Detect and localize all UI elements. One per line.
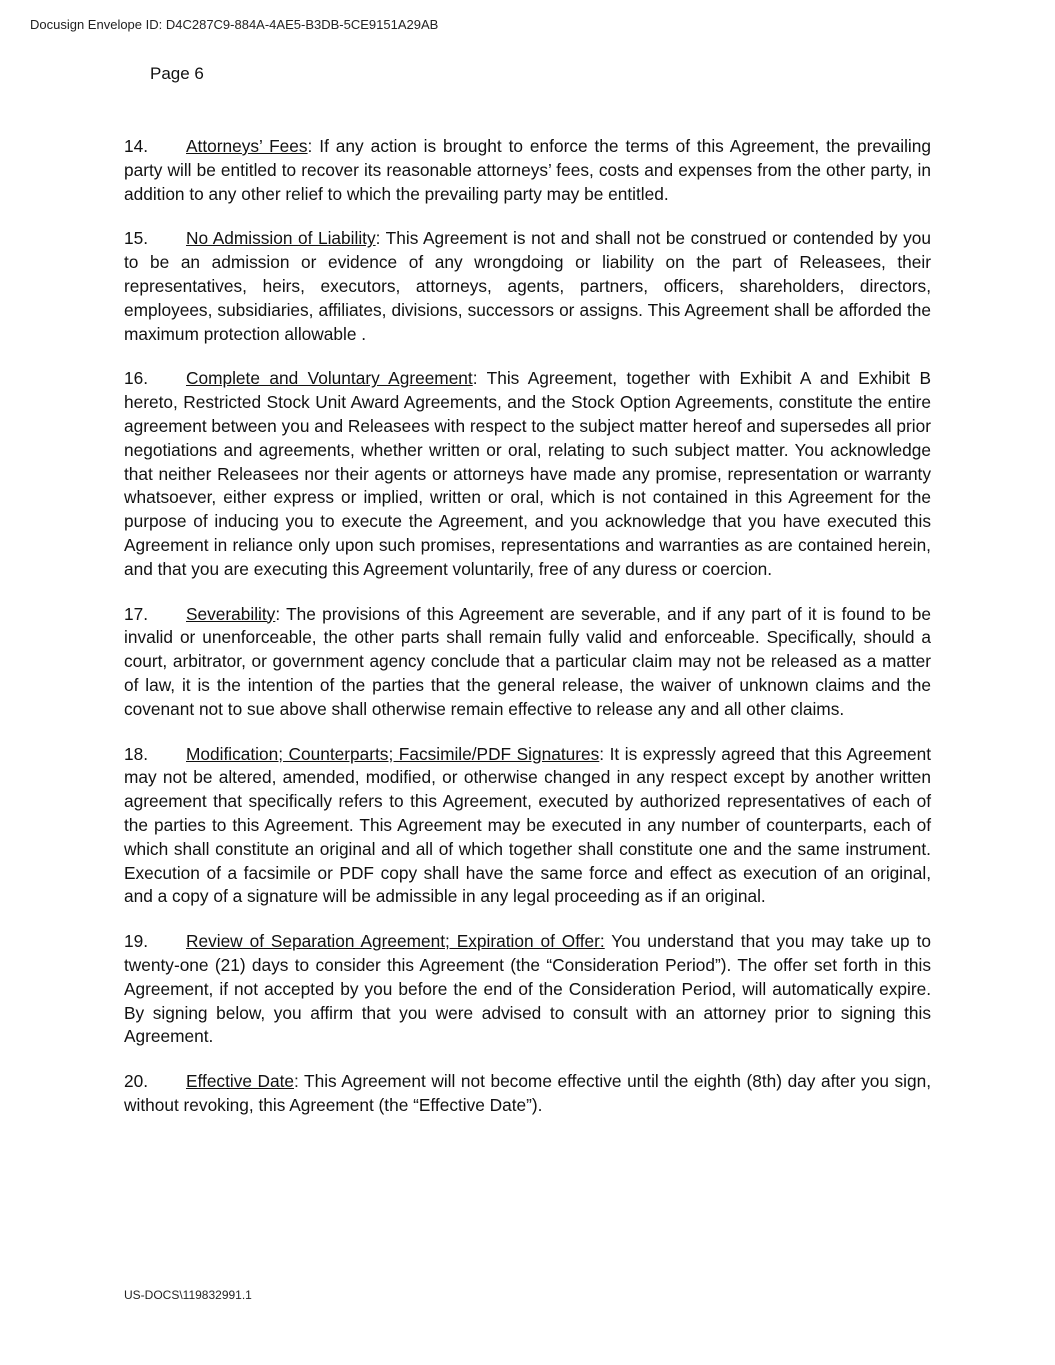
section-14 [124, 135, 931, 206]
page-number: Page 6 [150, 64, 204, 83]
section-number: 19. [124, 931, 149, 952]
section-heading: Modification; Counterparts; Facsimile/PDF Signatures [186, 743, 600, 764]
section-number: 16. [124, 368, 149, 389]
document-id: US-DOCS\119832991.1 [124, 1288, 252, 1302]
section-number: 17. [124, 603, 149, 624]
envelope-id: Docusign Envelope ID: D4C287C9-884A-4AE5-B3DB-5CE9151A29AB [30, 17, 439, 32]
section-heading: Review of Separation Agreement; Expiration of Offer: [186, 931, 605, 952]
section-19 [124, 930, 931, 1049]
section-number: 14. [124, 136, 149, 156]
section-15 [124, 227, 931, 346]
section-body: : The provisions of this Agreement are severable, and if any part of it is found to be invalid or unenforceable, the other parts shall remain fully valid and enforceable. Specifically, should a court, arbitrator, or government agency conclude that a particular claim may not be released as a matter of law, it is the intention of the parties that the general release, the waiver of unknown claims and the covenant not to sue above shall otherwise remain effective to release any and all other claims. [124, 603, 931, 719]
section-number: 15. [124, 228, 149, 249]
section-body: : This Agreement will not become effective until the eighth (8th) day after you sign, without revoking, this Agreement (the “Effective Date”). [124, 1071, 931, 1115]
section-20 [124, 1070, 931, 1118]
section-heading: No Admission of Liability [186, 228, 376, 249]
section-number: 20. [124, 1071, 149, 1092]
section-body: : It is expressly agreed that this Agreement may not be altered, amended, modified, or otherwise changed in any respect except by another written agreement that specifically refers to this Agreement, executed by authorized representatives of each of the parties to this Agreement. This Agreement may be executed in any number of counterparts, each of which shall constitute an original and all of which together shall constitute one and the same instrument. Execution of a facsimile or PDF copy shall have the same force and effect as execution of an original, and a copy of a signature will be admissible in any legal proceeding as if an original. [124, 743, 931, 907]
section-body: You understand that you may take up to twenty-one (21) days to consider this Agreement (the “Consideration Period”). The offer set forth in this Agreement, if not accepted by you before the end of the Consideration Period, will automatically expire. By signing below, you affirm that you were advised to consult with an attorney prior to signing this Agreement. [124, 931, 931, 1047]
section-17 [124, 603, 931, 722]
section-body: : If any action is brought to enforce the terms of this Agreement, the prevailing party will be entitled to recover its reasonable attorneys’ fees, costs and expenses from the other party, in addition to any other relief to which the prevailing party may be entitled. [124, 136, 931, 204]
section-heading: Severability [186, 603, 276, 624]
section-heading: Attorneys’ Fees [186, 136, 308, 156]
section-16 [124, 367, 931, 581]
section-body: : This Agreement, together with Exhibit A and Exhibit B hereto, Restricted Stock Unit Award Agreements, and the Stock Option Agreements, constitute the entire agreement between you and Releasees with respect to the subject matter hereof and supersedes all prior negotiations and agreements, whether written or oral, relating to such subject matter. You acknowledge that neither Releasees nor their agents or attorneys have made any promise, representation or warranty whatsoever, either express or implied, written or oral, which is not contained in this Agreement for the purpose of inducing you to execute the Agreement, and you acknowledge that you have executed this Agreement in reliance only upon such promises, representations and warranties as are contained herein, and that you are executing this Agreement voluntarily, free of any duress or coercion. [124, 368, 931, 579]
section-18 [124, 743, 931, 910]
section-number: 18. [124, 743, 149, 764]
section-heading: Complete and Voluntary Agreement [186, 368, 473, 389]
section-heading: Effective Date [186, 1071, 295, 1092]
section-body: : This Agreement is not and shall not be construed or contended by you to be an admission or evidence of any wrongdoing or liability on the part of Releasees, their representatives, heirs, executors, attorneys, agents, partners, officers, shareholders, directors, employees, subsidiaries, affiliates, divisions, successors or assigns. This Agreement shall be afforded the maximum protection allowable . [124, 228, 931, 344]
document-body [124, 135, 931, 1139]
